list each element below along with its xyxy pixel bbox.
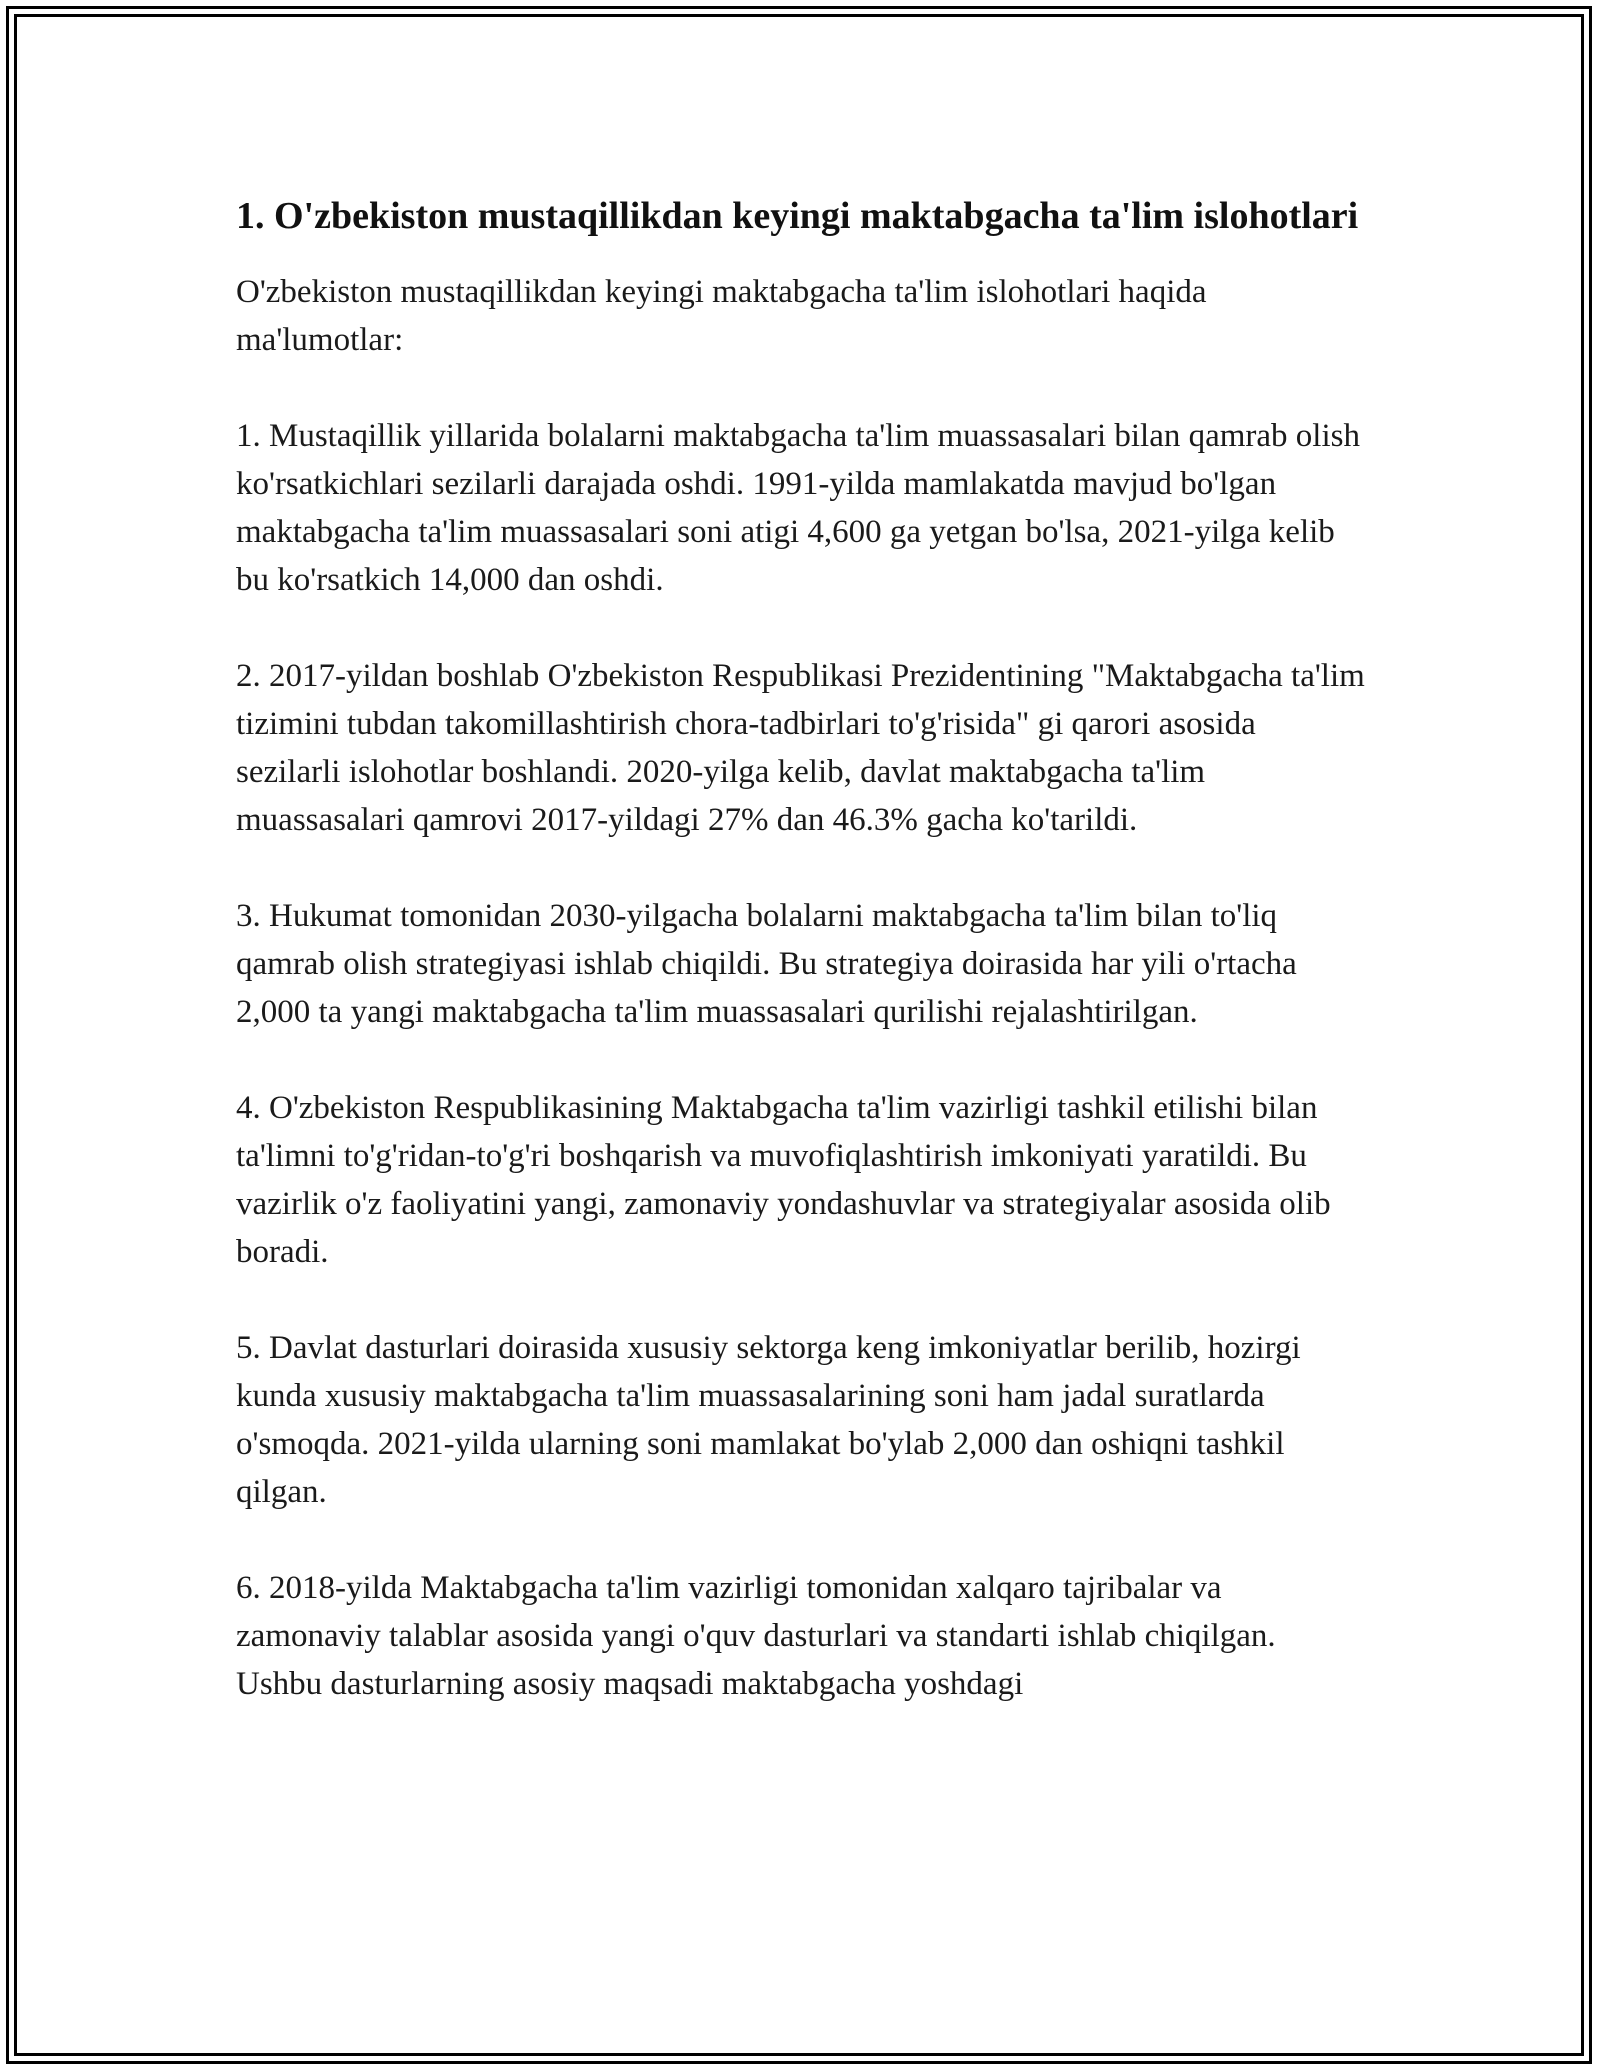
paragraph-4: 4. O'zbekiston Respublikasining Maktabgacha ta'lim vazirligi tashkil etilishi bilan ta'limni to'g'ridan-to'g'ri boshqarish va muvofiqlashtirish imkoniyati yaratildi. Bu vazirlik o'z faoliyatini yangi, zamonaviy yondashuvlar va strategiyalar asosida olib boradi. [236, 1090, 1331, 1270]
paragraph-1: 1. Mustaqillik yillarida bolalarni maktabgacha ta'lim muassasalari bilan qamrab olish ko'rsatkichlari sezilarli darajada oshdi. 1991-yilda mamlakatda mavjud bo'lgan maktabgacha ta'lim muassasalari soni atigi 4,600 ga yetgan bo'lsa, 2021-yilga kelib bu ko'rsatkich 14,000 dan oshdi. [236, 418, 1360, 598]
paragraph-3: 3. Hukumat tomonidan 2030-yilgacha bolalarni maktabgacha ta'lim bilan to'liq qamrab olish strategiyasi ishlab chiqildi. Bu strategiya doirasida har yili o'rtacha 2,000 ta yangi maktabgacha ta'lim muassasalari qurilishi rejalashtirilgan. [236, 898, 1297, 1030]
document-body [236, 188, 1366, 1708]
paragraph-6: 6. 2018-yilda Maktabgacha ta'lim vazirligi tomonidan xalqaro tajribalar va zamonaviy talablar asosida yangi o'quv dasturlari va standarti ishlab chiqilgan. Ushbu dasturlarning asosiy maqsadi maktabgacha yoshdagi [236, 1570, 1276, 1702]
section-title: 1. O'zbekiston mustaqillikdan keyingi maktabgacha ta'lim islohotlari [236, 195, 1359, 237]
paragraph-2: 2. 2017-yildan boshlab O'zbekiston Respublikasi Prezidentining "Maktabgacha ta'lim tizimini tubdan takomillashtirish chora-tadbirlari to'g'risida" gi qarori asosida sezilarli islohotlar boshlandi. 2020-yilga kelib, davlat maktabgacha ta'lim muassasalari qamrovi 2017-yildagi 27% dan 46.3% gacha ko'tarildi. [236, 658, 1365, 838]
paragraph-5: 5. Davlat dasturlari doirasida xususiy sektorga keng imkoniyatlar berilib, hozirgi kunda xususiy maktabgacha ta'lim muassasalarining soni ham jadal suratlarda o'smoqda. 2021-yilda ularning soni mamlakat bo'ylab 2,000 dan oshiqni tashkil qilgan. [236, 1330, 1301, 1510]
intro-paragraph: O'zbekiston mustaqillikdan keyingi maktabgacha ta'lim islohotlari haqida ma'lumotlar: [236, 274, 1207, 358]
